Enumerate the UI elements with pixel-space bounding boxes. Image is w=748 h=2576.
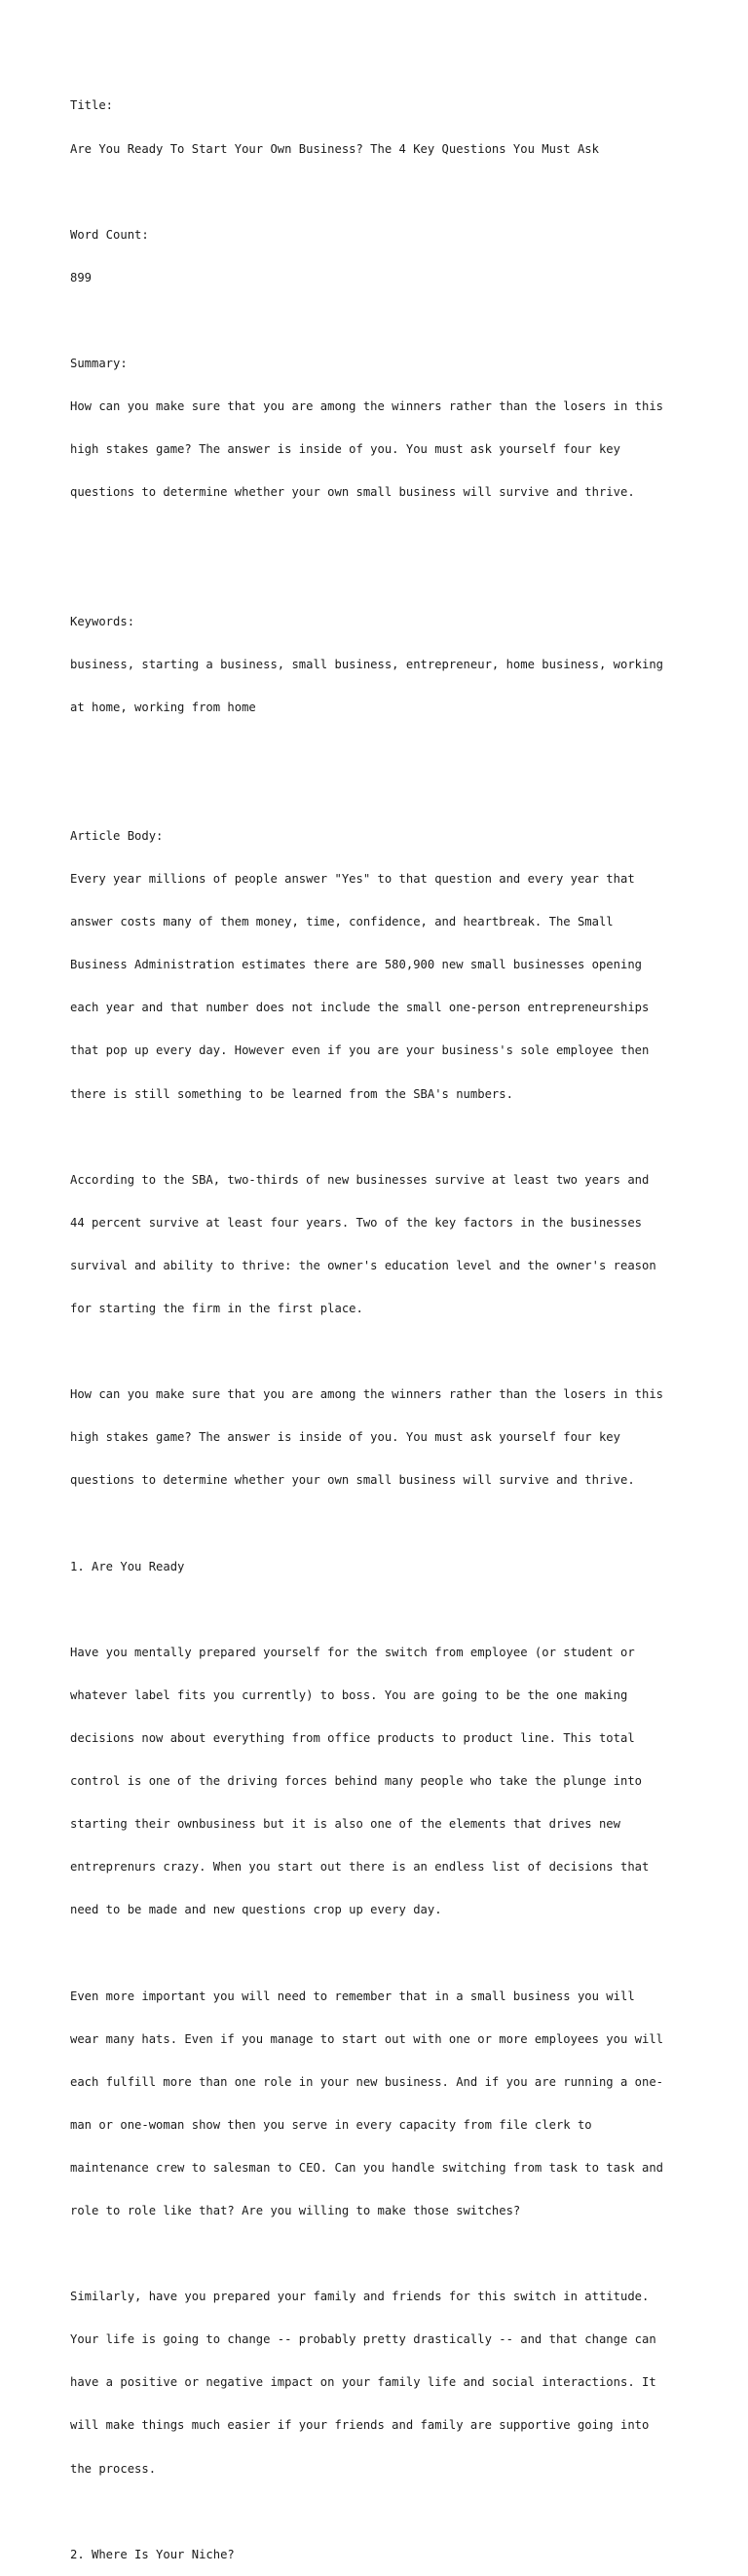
- blank-line: [70, 314, 693, 328]
- keywords-line: business, starting a business, small business, entrepreneur, home business, working: [70, 657, 664, 671]
- blank-line: [70, 528, 693, 543]
- body-line: role to role like that? Are you willing to make those switches?: [70, 2204, 521, 2217]
- blank-line: [70, 2247, 693, 2261]
- blank-line: [70, 1517, 693, 1532]
- blank-line: [70, 743, 693, 758]
- body-line: Similarly, have you prepared your family and friends for this switch in attitude.: [70, 2290, 650, 2304]
- body-line: survival and ability to thrive: the owner's education level and the owner's reason: [70, 1258, 656, 1272]
- body-line: each fulfill more than one role in your new business. And if you are running a one-: [70, 2074, 664, 2089]
- blank-line: [70, 1345, 693, 1359]
- blank-line: [70, 1130, 693, 1145]
- body-line: for starting the firm in the first place.: [70, 1302, 363, 1316]
- article-body-label: Article Body:: [70, 829, 164, 843]
- body-line: Your life is going to change -- probably pretty drastically -- and that change can: [70, 2332, 656, 2347]
- body-line: man or one-woman show then you serve in every capacity from file clerk to: [70, 2117, 592, 2132]
- summary-line: questions to determine whether your own small business will survive and thrive.: [70, 485, 635, 500]
- body-line: maintenance crew to salesman to CEO. Can you handle switching from task to task and: [70, 2160, 664, 2175]
- body-line: there is still something to be learned from the SBA's numbers.: [70, 1086, 513, 1101]
- summary-line: high stakes game? The answer is inside of you. You must ask yourself four key: [70, 442, 620, 457]
- title-label: Title:: [70, 98, 114, 113]
- keywords-line: at home, working from home: [70, 700, 256, 714]
- blank-line: [70, 2505, 693, 2519]
- body-line: starting their ownbusiness but it is also one of the elements that drives new: [70, 1817, 620, 1832]
- keywords-label: Keywords:: [70, 614, 135, 628]
- title-text: Are You Ready To Start Your Own Business? The 4 Key Questions You Must Ask: [70, 141, 599, 156]
- blank-line: [70, 185, 693, 200]
- body-line: wear many hats. Even if you manage to start out with one or more employees you will: [70, 2031, 664, 2046]
- blank-line: [70, 1603, 693, 1617]
- body-line: each year and that number does not include the small one-person entrepreneurships: [70, 1001, 650, 1015]
- body-line: control is one of the driving forces behind many people who take the plunge into: [70, 1774, 642, 1789]
- body-line: Business Administration estimates there are 580,900 new small businesses opening: [70, 958, 642, 972]
- word-count-label: Word Count:: [70, 227, 149, 242]
- section-heading: 2. Where Is Your Niche?: [70, 2547, 235, 2561]
- section-heading: 1. Are You Ready: [70, 1559, 185, 1573]
- body-line: How can you make sure that you are among the winners rather than the losers in this: [70, 1387, 664, 1402]
- word-count-value: 899: [70, 270, 93, 284]
- summary-label: Summary:: [70, 356, 128, 370]
- body-line: that pop up every day. However even if you are your business's sole employee then: [70, 1043, 650, 1058]
- body-line: questions to determine whether your own small business will survive and thrive.: [70, 1473, 635, 1488]
- summary-line: How can you make sure that you are among the winners rather than the losers in this: [70, 399, 664, 414]
- body-line: whatever label fits you currently) to boss. You are going to be the one making: [70, 1687, 628, 1702]
- body-line: 44 percent survive at least four years. Two of the key factors in the businesses: [70, 1215, 642, 1230]
- blank-line: [70, 786, 693, 801]
- body-line: Have you mentally prepared yourself for the switch from employee (or student or: [70, 1645, 635, 1659]
- body-line: high stakes game? The answer is inside of you. You must ask yourself four key: [70, 1430, 620, 1445]
- body-line: decisions now about everything from office products to product line. This total: [70, 1730, 635, 1745]
- body-line: answer costs many of them money, time, confidence, and heartbreak. The Small: [70, 915, 614, 929]
- body-line: have a positive or negative impact on your family life and social interactions. It: [70, 2375, 656, 2390]
- body-line: According to the SBA, two-thirds of new businesses survive at least two years and: [70, 1172, 650, 1187]
- body-line: need to be made and new questions crop up every day.: [70, 1903, 442, 1917]
- blank-line: [70, 571, 693, 586]
- body-line: Even more important you will need to remember that in a small business you will: [70, 1989, 635, 2003]
- body-line: the process.: [70, 2461, 157, 2476]
- body-line: entreprenurs crazy. When you start out there is an endless list of decisions that: [70, 1860, 650, 1875]
- document-page: [70, 70, 693, 2576]
- body-line: will make things much easier if your friends and family are supportive going into: [70, 2418, 650, 2433]
- body-line: Every year millions of people answer "Yes" to that question and every year that: [70, 872, 635, 887]
- blank-line: [70, 1946, 693, 1960]
